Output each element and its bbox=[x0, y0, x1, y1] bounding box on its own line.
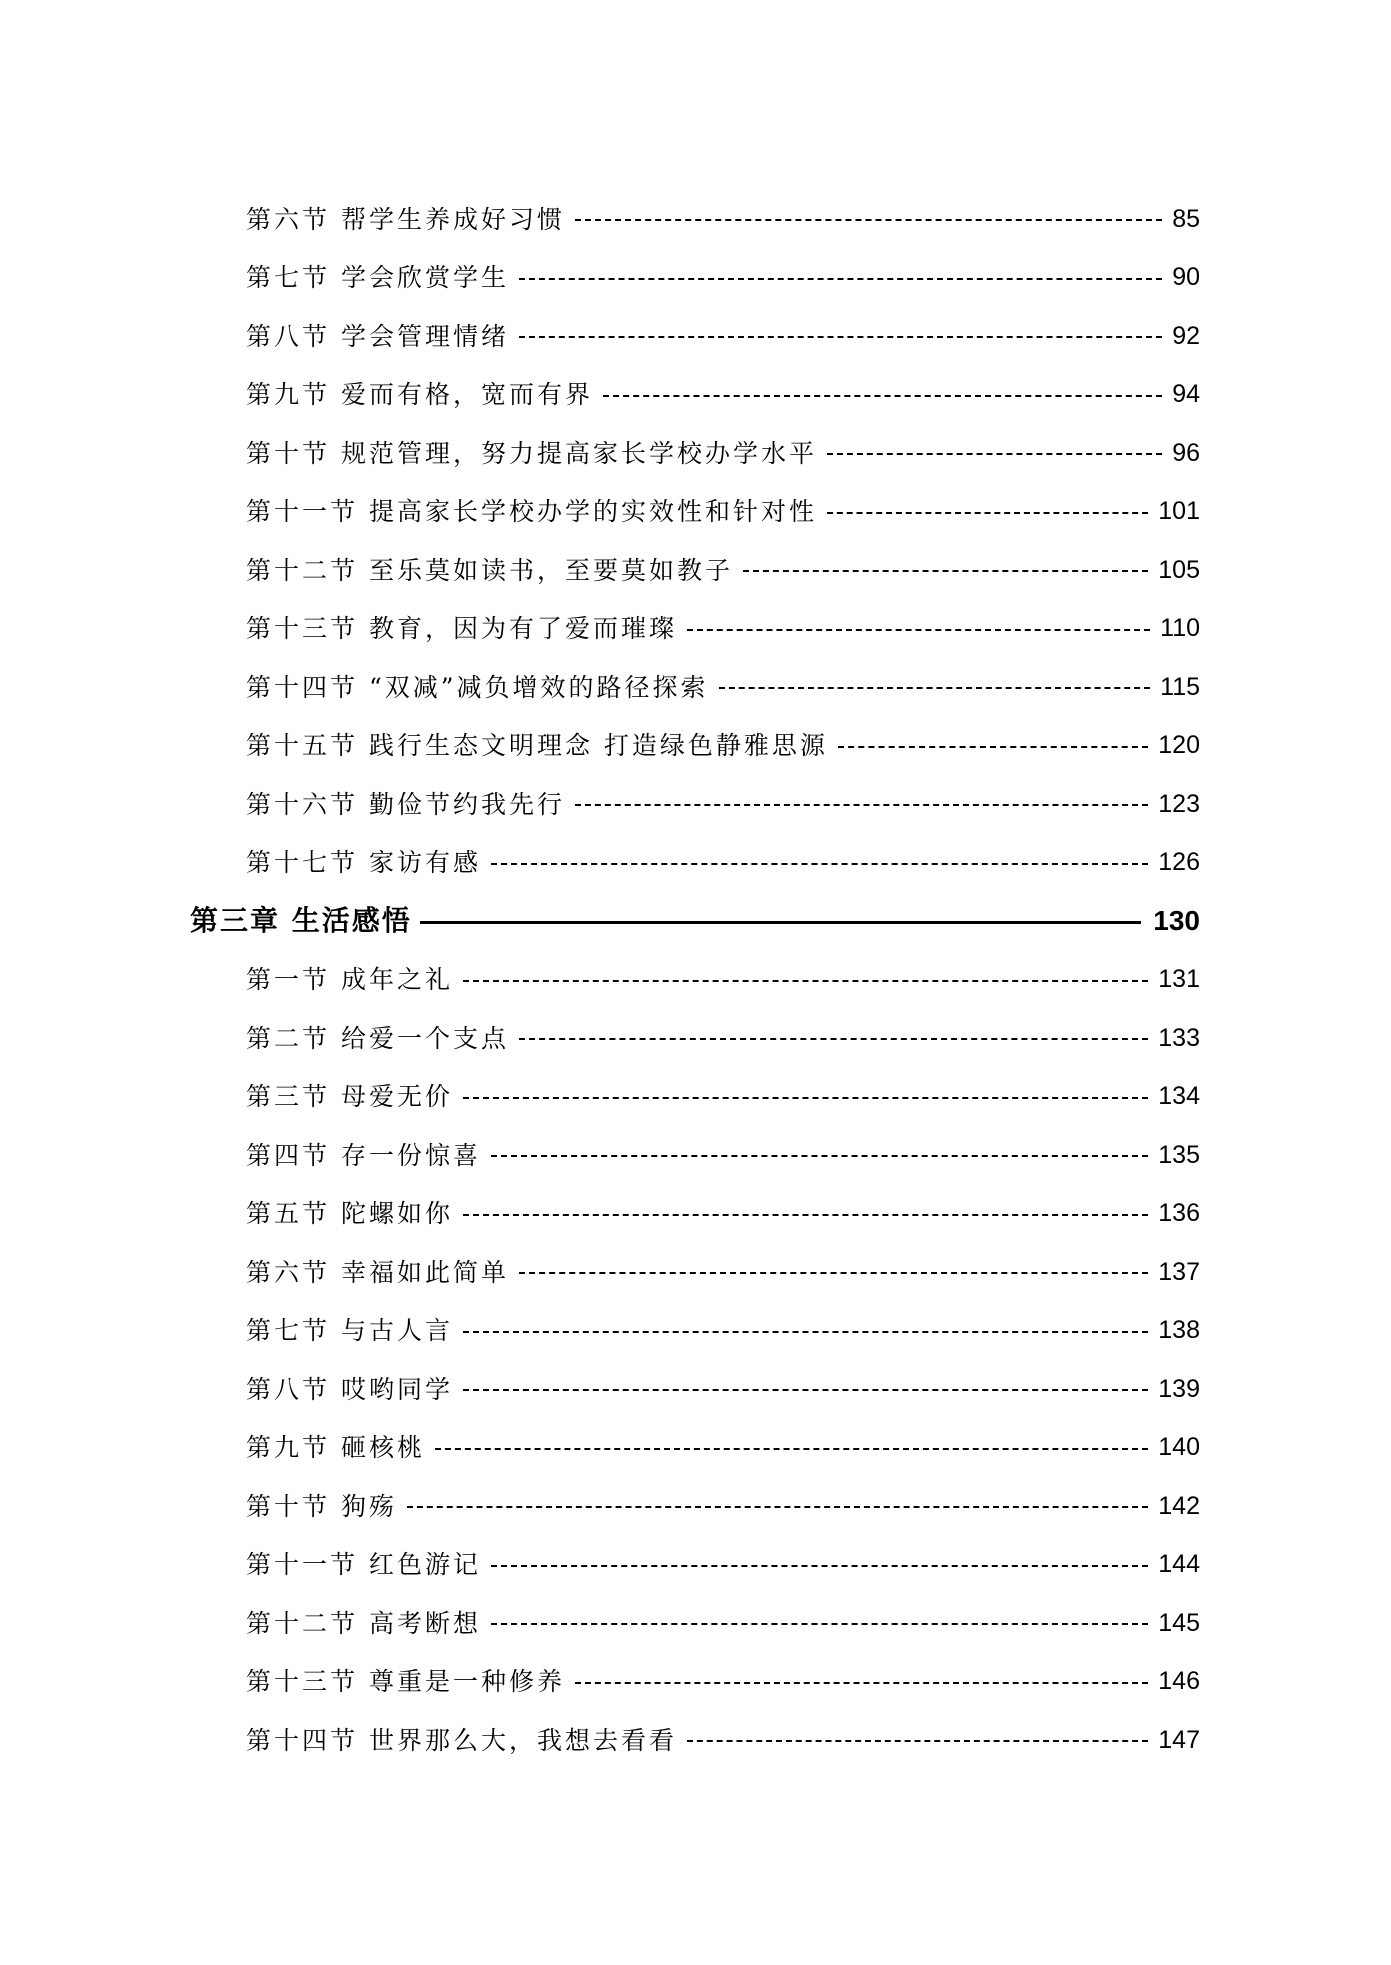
toc-section-entry[interactable] bbox=[0, 834, 1391, 893]
toc-page-number: 101 bbox=[1158, 497, 1200, 526]
toc-section-entry[interactable] bbox=[0, 1185, 1391, 1244]
toc-dot-leader bbox=[687, 629, 1150, 631]
toc-page-number: 105 bbox=[1158, 555, 1200, 584]
toc-entry-title: 第六节 帮学生养成好习惯 bbox=[246, 204, 565, 234]
toc-dot-leader bbox=[575, 219, 1162, 221]
toc-chapter-entry[interactable] bbox=[0, 892, 1391, 951]
toc-section-entry[interactable] bbox=[0, 249, 1391, 308]
toc-entry-title: 第三节 母爱无价 bbox=[246, 1082, 453, 1112]
toc-dot-leader bbox=[827, 453, 1162, 455]
toc-page-number: 145 bbox=[1158, 1608, 1200, 1637]
toc-page-number: 130 bbox=[1153, 905, 1200, 937]
toc-page-number: 136 bbox=[1158, 1199, 1200, 1228]
toc-page-number: 120 bbox=[1158, 731, 1200, 760]
toc-entry-title: 第十五节 践行生态文明理念 打造绿色静雅思源 bbox=[246, 731, 828, 761]
toc-section-entry[interactable] bbox=[0, 424, 1391, 483]
toc-entry-title: 第七节 与古人言 bbox=[246, 1316, 453, 1346]
toc-page-number: 139 bbox=[1158, 1374, 1200, 1403]
toc-dot-leader bbox=[491, 1565, 1148, 1567]
toc-entry-title: 第一节 成年之礼 bbox=[246, 965, 453, 995]
toc-entry-title: 第十节 规范管理，努力提高家长学校办学水平 bbox=[246, 438, 817, 468]
toc-section-entry[interactable] bbox=[0, 1419, 1391, 1478]
toc-dot-leader bbox=[463, 1097, 1148, 1099]
toc-page-number: 146 bbox=[1158, 1667, 1200, 1696]
toc-entry-title: 第十七节 家访有感 bbox=[246, 848, 481, 878]
toc-page-number: 110 bbox=[1160, 614, 1200, 643]
toc-entry-title: 第十节 狗殇 bbox=[246, 1491, 397, 1521]
table-of-contents bbox=[0, 190, 1391, 1770]
toc-section-entry[interactable] bbox=[0, 1711, 1391, 1770]
toc-section-entry[interactable] bbox=[0, 541, 1391, 600]
toc-entry-title: 第十三节 教育，因为有了爱而璀璨 bbox=[246, 614, 677, 644]
toc-page-number: 137 bbox=[1158, 1257, 1200, 1286]
toc-dot-leader bbox=[407, 1506, 1148, 1508]
toc-entry-title: 第三章 生活感悟 bbox=[190, 904, 412, 938]
toc-dot-leader bbox=[519, 1272, 1148, 1274]
toc-dot-leader bbox=[463, 1214, 1148, 1216]
toc-dot-leader bbox=[463, 980, 1148, 982]
toc-page-number: 142 bbox=[1158, 1491, 1200, 1520]
toc-section-entry[interactable] bbox=[0, 1243, 1391, 1302]
toc-section-entry[interactable] bbox=[0, 190, 1391, 249]
toc-page-number: 90 bbox=[1172, 263, 1200, 292]
toc-section-entry[interactable] bbox=[0, 1360, 1391, 1419]
toc-section-entry[interactable] bbox=[0, 1477, 1391, 1536]
toc-section-entry[interactable] bbox=[0, 307, 1391, 366]
toc-page-number: 94 bbox=[1172, 380, 1200, 409]
toc-dot-leader bbox=[838, 746, 1148, 748]
toc-section-entry[interactable] bbox=[0, 1653, 1391, 1712]
toc-entry-title: 第八节 哎哟同学 bbox=[246, 1374, 453, 1404]
toc-entry-title: 第十三节 尊重是一种修养 bbox=[246, 1667, 565, 1697]
toc-dot-leader bbox=[491, 863, 1148, 865]
toc-page-number: 85 bbox=[1172, 204, 1200, 233]
toc-dot-leader bbox=[575, 1682, 1148, 1684]
toc-entry-title: 第十四节 “双减”减负增效的路径探索 bbox=[246, 672, 709, 702]
toc-page-number: 123 bbox=[1158, 789, 1200, 818]
toc-dot-leader bbox=[827, 512, 1148, 514]
toc-section-entry[interactable] bbox=[0, 1009, 1391, 1068]
toc-dot-leader bbox=[420, 921, 1142, 924]
toc-section-entry[interactable] bbox=[0, 951, 1391, 1010]
toc-dot-leader bbox=[575, 804, 1148, 806]
toc-entry-title: 第十四节 世界那么大，我想去看看 bbox=[246, 1725, 677, 1755]
toc-page-number: 140 bbox=[1158, 1433, 1200, 1462]
toc-dot-leader bbox=[435, 1448, 1148, 1450]
toc-page-number: 135 bbox=[1158, 1140, 1200, 1169]
toc-page-number: 92 bbox=[1172, 321, 1200, 350]
toc-dot-leader bbox=[519, 1038, 1148, 1040]
toc-entry-title: 第四节 存一份惊喜 bbox=[246, 1140, 481, 1170]
toc-page-number: 96 bbox=[1172, 438, 1200, 467]
toc-entry-title: 第九节 爱而有格，宽而有界 bbox=[246, 380, 593, 410]
toc-section-entry[interactable] bbox=[0, 658, 1391, 717]
toc-entry-title: 第十一节 红色游记 bbox=[246, 1550, 481, 1580]
toc-page-number: 134 bbox=[1158, 1082, 1200, 1111]
toc-entry-title: 第八节 学会管理情绪 bbox=[246, 321, 509, 351]
toc-entry-title: 第九节 砸核桃 bbox=[246, 1433, 425, 1463]
toc-section-entry[interactable] bbox=[0, 1068, 1391, 1127]
toc-section-entry[interactable] bbox=[0, 717, 1391, 776]
toc-section-entry[interactable] bbox=[0, 1126, 1391, 1185]
toc-entry-title: 第十一节 提高家长学校办学的实效性和针对性 bbox=[246, 497, 817, 527]
toc-section-entry[interactable] bbox=[0, 600, 1391, 659]
toc-dot-leader bbox=[719, 687, 1151, 689]
toc-dot-leader bbox=[491, 1623, 1148, 1625]
toc-dot-leader bbox=[743, 570, 1148, 572]
toc-section-entry[interactable] bbox=[0, 1536, 1391, 1595]
toc-page-number: 138 bbox=[1158, 1316, 1200, 1345]
toc-page-number: 133 bbox=[1158, 1023, 1200, 1052]
toc-entry-title: 第二节 给爱一个支点 bbox=[246, 1023, 509, 1053]
toc-section-entry[interactable] bbox=[0, 1302, 1391, 1361]
toc-section-entry[interactable] bbox=[0, 366, 1391, 425]
toc-dot-leader bbox=[687, 1740, 1148, 1742]
toc-section-entry[interactable] bbox=[0, 775, 1391, 834]
toc-entry-title: 第七节 学会欣赏学生 bbox=[246, 263, 509, 293]
toc-dot-leader bbox=[519, 278, 1162, 280]
toc-page-number: 131 bbox=[1158, 965, 1200, 994]
toc-dot-leader bbox=[463, 1331, 1148, 1333]
toc-entry-title: 第五节 陀螺如你 bbox=[246, 1199, 453, 1229]
toc-dot-leader bbox=[463, 1389, 1148, 1391]
toc-entry-title: 第十六节 勤俭节约我先行 bbox=[246, 789, 565, 819]
toc-page-number: 126 bbox=[1158, 848, 1200, 877]
toc-page-number: 147 bbox=[1158, 1725, 1200, 1754]
toc-entry-title: 第十二节 高考断想 bbox=[246, 1608, 481, 1638]
toc-dot-leader bbox=[491, 1155, 1148, 1157]
toc-entry-title: 第六节 幸福如此简单 bbox=[246, 1257, 509, 1287]
toc-section-entry[interactable] bbox=[0, 1594, 1391, 1653]
toc-dot-leader bbox=[603, 395, 1162, 397]
toc-page-number: 115 bbox=[1160, 672, 1200, 701]
toc-entry-title: 第十二节 至乐莫如读书，至要莫如教子 bbox=[246, 555, 733, 585]
toc-dot-leader bbox=[519, 336, 1162, 338]
toc-section-entry[interactable] bbox=[0, 483, 1391, 542]
toc-page-number: 144 bbox=[1158, 1550, 1200, 1579]
